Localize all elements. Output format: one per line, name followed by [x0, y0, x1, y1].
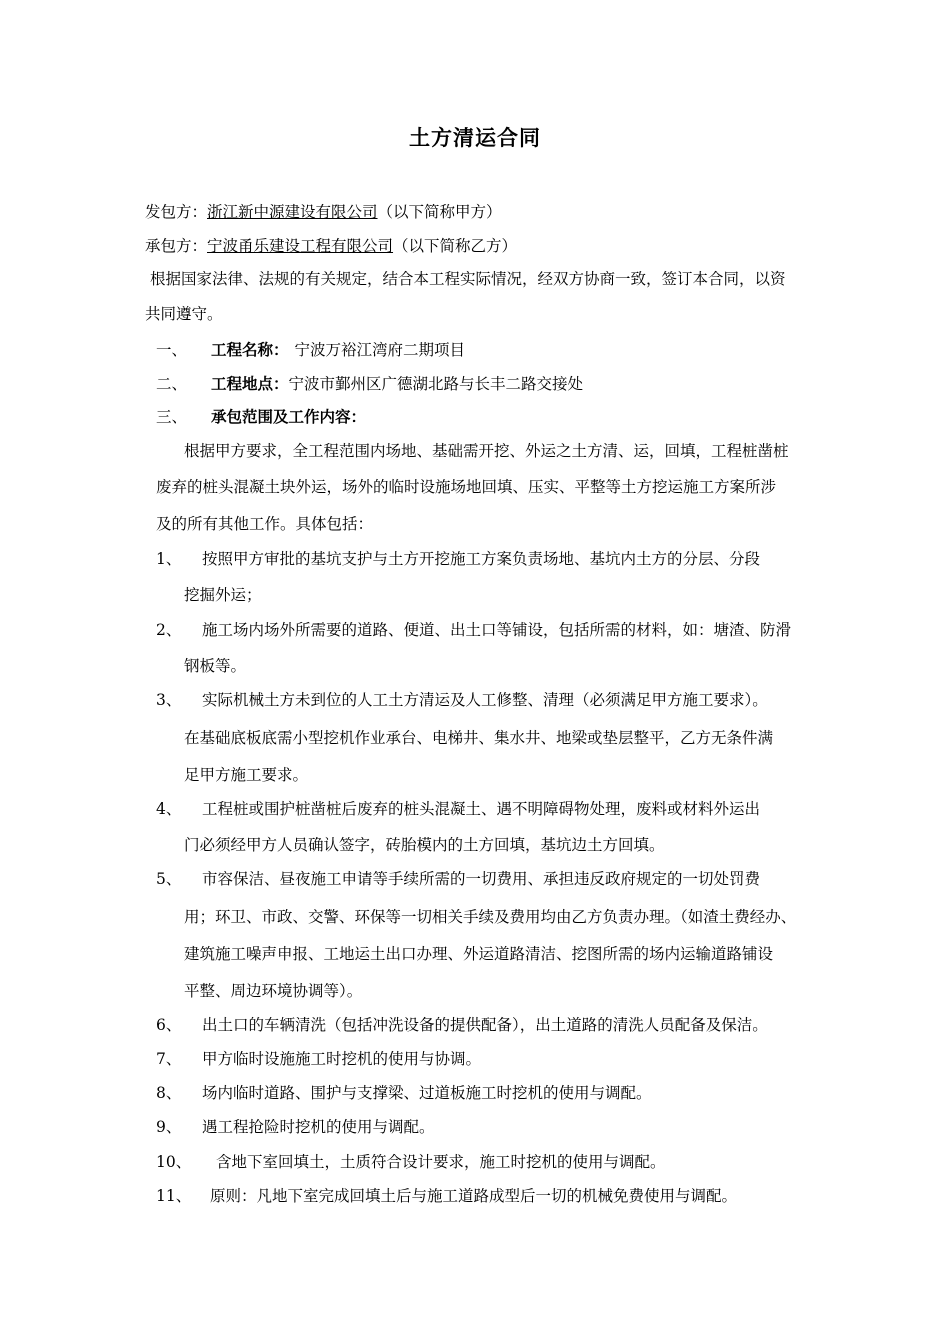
item-5-line-4: 平整、周边环境协调等）。 [184, 982, 363, 1000]
scope-intro-line-1: 根据甲方要求，全工程范围内场地、基础需开挖、外运之土方清、运，回填，工程桩凿桩 [184, 442, 789, 460]
item-3-line-1: 实际机械土方未到位的人工土方清运及人工修整、清理（必须满足甲方施工要求）。 [202, 691, 768, 709]
item-1-line-1: 按照甲方审批的基坑支护与土方开挖施工方案负责场地、基坑内土方的分层、分段 [202, 550, 761, 568]
item-1-number: 1、 [156, 550, 182, 568]
item-6-number: 6、 [156, 1016, 182, 1034]
party-b-label: 承包方： [145, 237, 208, 255]
section-1-number: 一、 [156, 341, 188, 359]
item-11-number: 11、 [156, 1187, 192, 1205]
item-7-number: 7、 [156, 1050, 182, 1068]
party-b-suffix: （以下简称乙方） [393, 237, 518, 255]
item-10-line-1: 含地下室回填土，土质符合设计要求，施工时挖机的使用与调配。 [216, 1153, 666, 1171]
party-b-name: 宁波甬乐建设工程有限公司 [207, 237, 394, 255]
item-3-line-3: 足甲方施工要求。 [184, 766, 309, 784]
section-2-label: 工程地点： [211, 375, 289, 393]
section-1-label: 工程名称： [211, 341, 289, 359]
scope-intro-line-2: 废弃的桩头混凝土块外运，场外的临时设施场地回填、压实、平整等土方挖运施工方案所涉 [156, 478, 777, 496]
item-7-line-1: 甲方临时设施施工时挖机的使用与协调。 [202, 1050, 482, 1068]
item-3-number: 3、 [156, 691, 182, 709]
item-8-number: 8、 [156, 1084, 182, 1102]
section-2-number: 二、 [156, 375, 188, 393]
item-10-number: 10、 [156, 1153, 192, 1171]
item-6-line-1: 出土口的车辆清洗（包括冲洗设备的提供配备），出土道路的清洗人员配备及保洁。 [202, 1016, 768, 1034]
section-3-number: 三、 [156, 408, 188, 426]
section-1-line [211, 340, 465, 360]
item-3-line-2: 在基础底板底需小型挖机作业承台、电梯井、集水井、地梁或垫层整平，乙方无条件满 [184, 729, 774, 747]
section-2-value: 宁波市鄞州区广德湖北路与长丰二路交接处 [288, 375, 584, 393]
section-1-value: 宁波万裕江湾府二期项目 [294, 341, 466, 359]
item-5-number: 5、 [156, 870, 182, 888]
section-3-label: 承包范围及工作内容： [211, 408, 367, 426]
item-5-line-2: 用；环卫、市政、交警、环保等一切相关手续及费用均由乙方负责办理。（如渣土费经办、 [184, 908, 797, 926]
party-b-line [145, 236, 517, 256]
item-1-line-2: 挖掘外运； [184, 586, 262, 604]
item-2-number: 2、 [156, 621, 182, 639]
party-a-name: 浙江新中源建设有限公司 [207, 203, 378, 221]
section-2-line [211, 374, 583, 394]
contract-title: 土方清运合同 [409, 126, 541, 150]
party-a-suffix: （以下简称甲方） [377, 203, 502, 221]
item-9-number: 9、 [156, 1118, 182, 1136]
preamble-line-2: 共同遵守。 [145, 305, 223, 323]
party-a-label: 发包方： [145, 203, 208, 221]
item-5-line-3: 建筑施工噪声申报、工地运土出口办理、外运道路清洁、挖图所需的场内运输道路铺设 [184, 945, 774, 963]
item-9-line-1: 遇工程抢险时挖机的使用与调配。 [202, 1118, 435, 1136]
item-8-line-1: 场内临时道路、围护与支撑梁、过道板施工时挖机的使用与调配。 [202, 1084, 652, 1102]
item-4-line-1: 工程桩或围护桩凿桩后废弃的桩头混凝土、遇不明障碍物处理，废料或材料外运出 [202, 800, 761, 818]
scope-intro-line-3: 及的所有其他工作。具体包括： [156, 515, 374, 533]
section-3-line [211, 407, 366, 427]
item-4-line-2: 门必须经甲方人员确认签字，砖胎模内的土方回填，基坑边土方回填。 [184, 836, 665, 854]
item-2-line-1: 施工场内场外所需要的道路、便道、出土口等铺设，包括所需的材料，如：塘渣、防滑 [202, 621, 792, 639]
preamble-line-1: 根据国家法律、法规的有关规定，结合本工程实际情况，经双方协商一致，签订本合同，以资 [150, 270, 786, 288]
party-a-line [145, 202, 502, 222]
item-4-number: 4、 [156, 800, 182, 818]
item-2-line-2: 钢板等。 [184, 657, 247, 675]
item-11-line-1: 原则：凡地下室完成回填土后与施工道路成型后一切的机械免费使用与调配。 [210, 1187, 738, 1205]
item-5-line-1: 市容保洁、昼夜施工申请等手续所需的一切费用、承担违反政府规定的一切处罚费 [202, 870, 761, 888]
